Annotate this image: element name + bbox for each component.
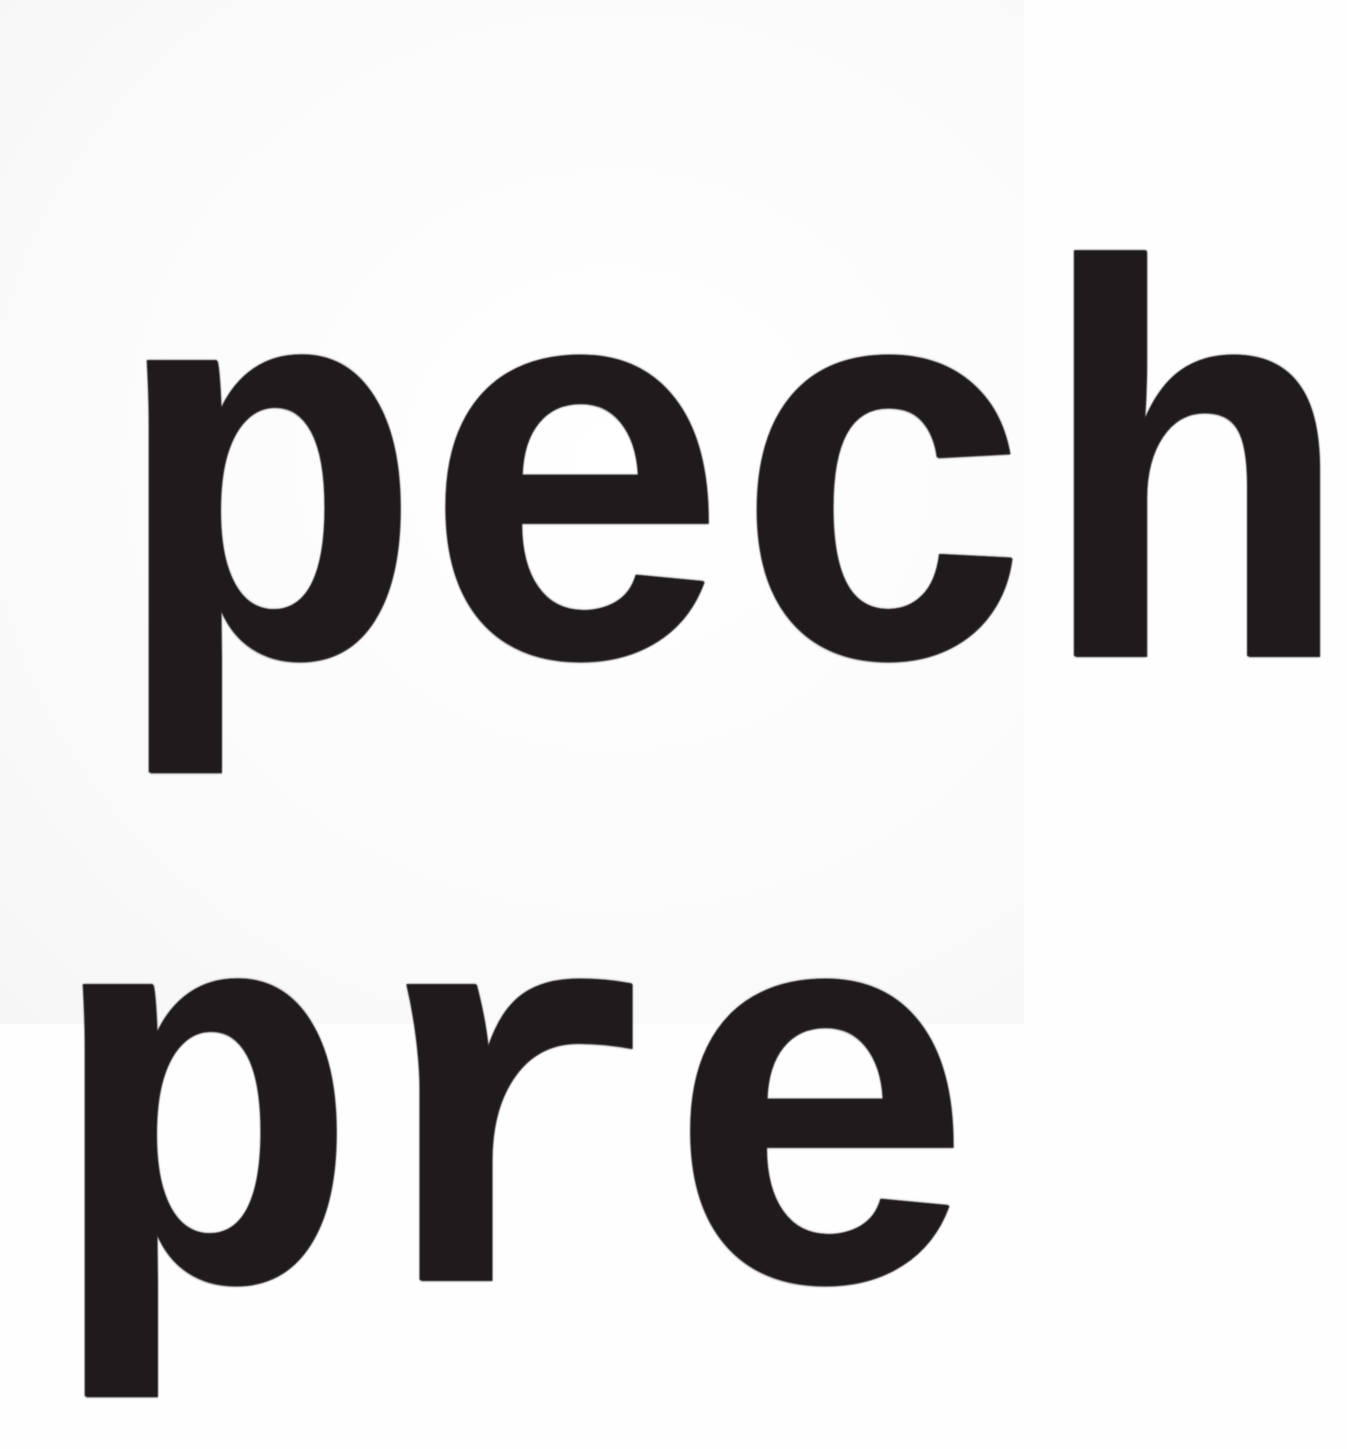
typed-word-line-2: pre [48, 815, 975, 1449]
typed-word-line-1: pech [112, 191, 1347, 825]
